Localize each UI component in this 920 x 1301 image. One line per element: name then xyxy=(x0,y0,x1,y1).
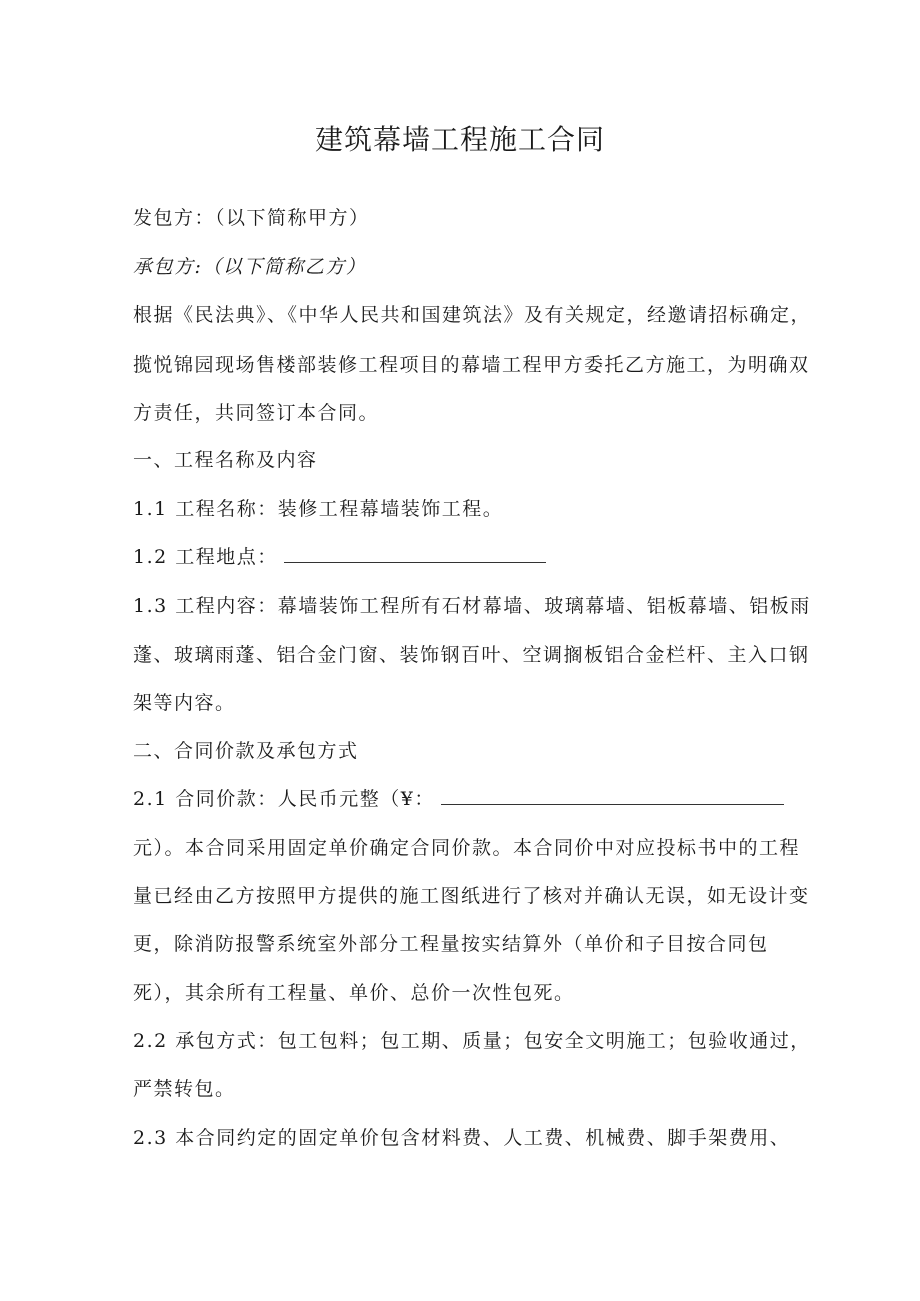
party-a-line: 发包方：（以下简称甲方） xyxy=(133,207,370,229)
document-title: 建筑幕墙工程施工合同 xyxy=(314,123,605,156)
project-location-blank xyxy=(284,544,546,563)
project-content-line-3: 架等内容。 xyxy=(133,692,236,714)
price-text-line-2: 量已经由乙方按照甲方提供的施工图纸进行了核对并确认无误，如无设计变 xyxy=(133,885,810,907)
fixed-price-line: 2.3 本合同约定的固定单价包含材料费、人工费、机械费、脚手架费用、 xyxy=(133,1127,791,1149)
section2-heading: 二、合同价款及承包方式 xyxy=(133,740,359,762)
price-text-line-1: 元）。本合同采用固定单价确定合同价款。本合同价中对应投标书中的工程 xyxy=(133,837,801,859)
contract-price-line xyxy=(133,784,833,814)
project-location-label: 1.2 工程地点： xyxy=(133,546,278,568)
intro-line-3: 方责任，共同签订本合同。 xyxy=(133,402,380,424)
project-content-line-2: 蓬、玻璃雨蓬、铝合金门窗、装饰钢百叶、空调搁板铝合金栏杆、主入口钢 xyxy=(133,644,810,666)
price-text-line-4: 死），其余所有工程量、单价、总价一次性包死。 xyxy=(133,982,575,1004)
contract-price-label: 2.1 合同价款：人民币元整（¥： xyxy=(133,788,435,810)
section1-heading: 一、工程名称及内容 xyxy=(133,449,318,471)
project-location-line xyxy=(133,542,833,572)
price-text-line-3: 更，除消防报警系统室外部分工程量按实结算外（单价和子目按合同包 xyxy=(133,933,769,955)
contract-method-line-2: 严禁转包。 xyxy=(133,1078,236,1100)
contract-price-blank xyxy=(441,786,784,805)
project-content-line-1: 1.3 工程内容：幕墙装饰工程所有石材幕墙、玻璃幕墙、铝板幕墙、铝板雨 xyxy=(133,595,811,617)
project-name-line: 1.1 工程名称：装修工程幕墙装饰工程。 xyxy=(133,498,504,520)
contract-method-line-1: 2.2 承包方式：包工包料；包工期、质量；包安全文明施工；包验收通过， xyxy=(133,1030,811,1052)
intro-line-2: 揽悦锦园现场售楼部装修工程项目的幕墙工程甲方委托乙方施工，为明确双 xyxy=(133,354,810,376)
party-b-line: 承包方:（以下简称乙方） xyxy=(133,256,367,278)
intro-line-1: 根据《民法典》、《中华人民共和国建筑法》及有关规定，经邀请招标确定， xyxy=(133,304,812,326)
